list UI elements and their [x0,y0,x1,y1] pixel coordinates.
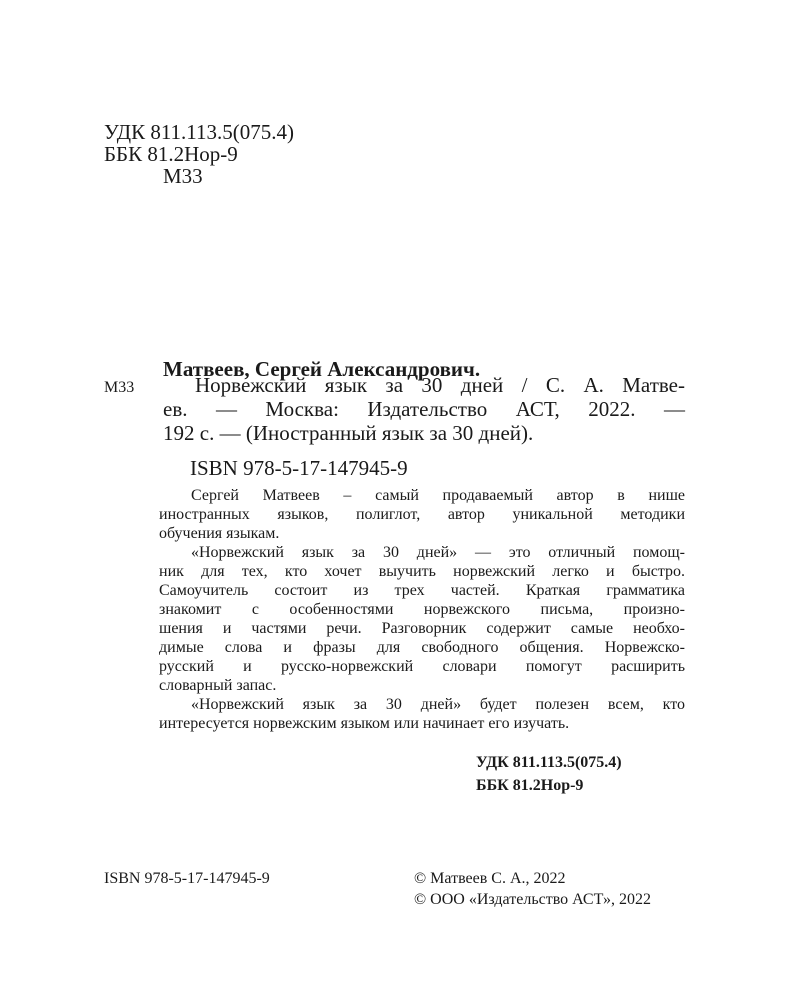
annotation-line: шения и частями речи. Разговорник содержит самые необхо- [159,620,685,637]
bbk-code-bottom: ББК 81.2Нор-9 [476,777,584,794]
bibliographic-line: ев. — Москва: Издательство АСТ, 2022. — [163,397,685,421]
annotation-line: Самоучитель состоит из трех частей. Краткая грамматика [159,582,685,599]
author-code-margin: М33 [104,379,135,396]
udk-code-bottom: УДК 811.113.5(075.4) [476,754,622,771]
annotation-line: обучения языкам. [159,525,280,542]
bbk-code-top: ББК 81.2Нор-9 [104,142,238,166]
copyright-publisher: © ООО «Издательство АСТ», 2022 [414,891,651,908]
annotation-line: Сергей Матвеев – самый продаваемый автор в нише [191,487,685,504]
isbn-footer: ISBN 978-5-17-147945-9 [104,870,270,887]
isbn-main: ISBN 978-5-17-147945-9 [190,456,408,480]
annotation-line: словарный запас. [159,677,277,694]
copyright-author: © Матвеев С. А., 2022 [414,870,566,887]
annotation-line: «Норвежский язык за 30 дней» будет полезен всем, кто [191,696,685,713]
author-heading: Матвеев, Сергей Александрович. [163,357,481,381]
annotation-line: русский и русско-норвежский словари помогут расширить [159,658,685,675]
annotation-line: знакомит с особенностями норвежского письма, произно- [159,601,685,618]
annotation-line: интересуется норвежским языком или начинает его изучать. [159,715,570,732]
author-code-top: М33 [163,164,203,188]
annotation-line: ник для тех, кто хочет выучить норвежский легко и быстро. [159,563,685,580]
annotation-line: димые слова и фразы для свободного общения. Норвежско- [159,639,685,656]
bibliographic-line: 192 с. — (Иностранный язык за 30 дней). [163,421,534,445]
annotation-line: иностранных языков, полиглот, автор уникальной методики [159,506,685,523]
bibliographic-line: Норвежский язык за 30 дней / С. А. Матве- [195,373,685,397]
annotation-line: «Норвежский язык за 30 дней» — это отличный помощ- [191,544,685,561]
udk-code-top: УДК 811.113.5(075.4) [104,120,295,144]
